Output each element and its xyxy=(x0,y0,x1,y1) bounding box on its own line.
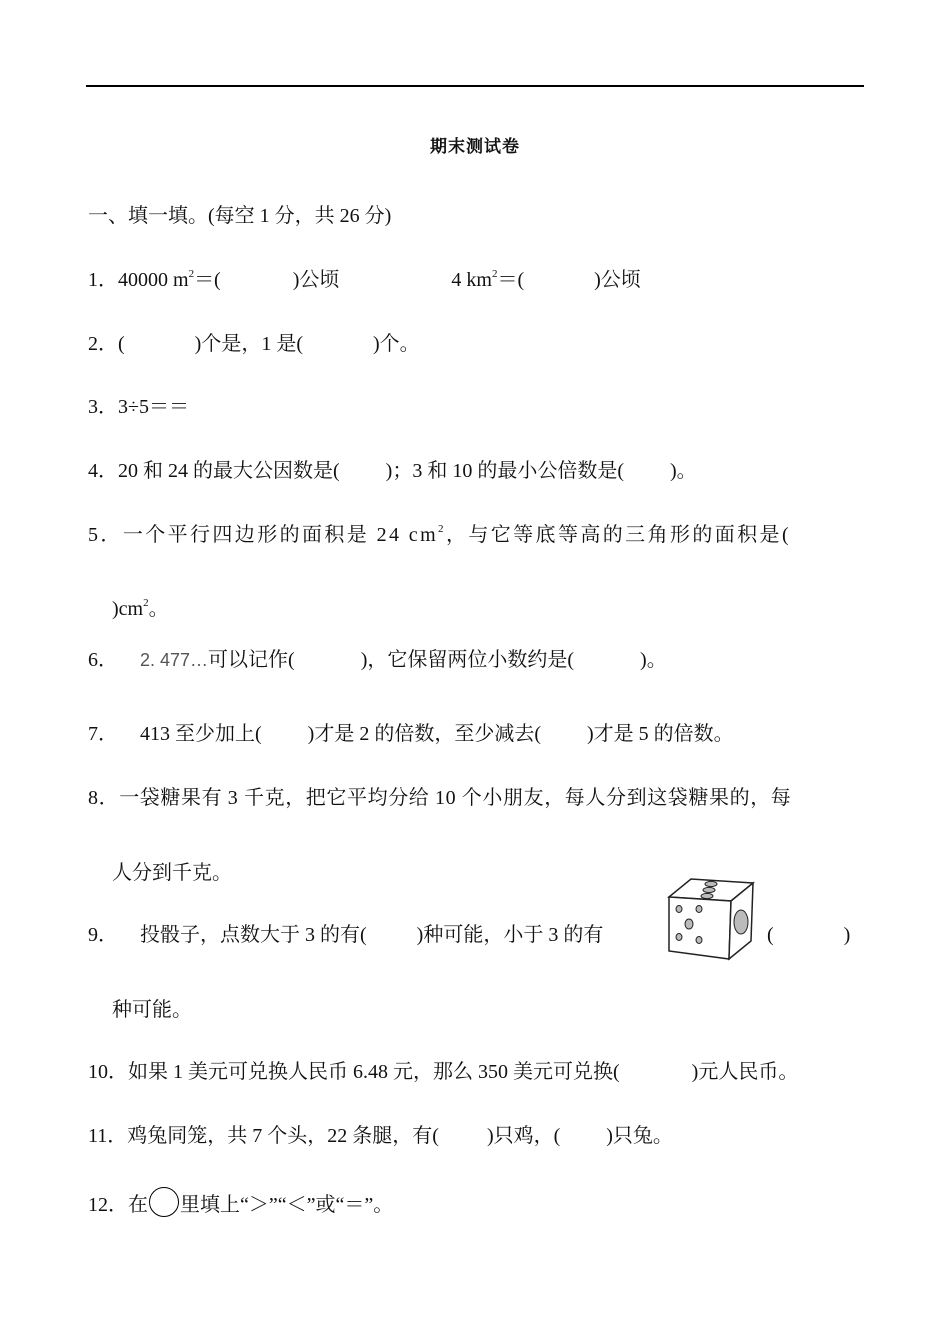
question-number: 12． xyxy=(88,1194,128,1216)
question-number: 5． xyxy=(88,524,123,546)
page-title: 期末测试卷 xyxy=(430,137,520,157)
question-number: 2． xyxy=(88,333,118,355)
question-number: 7． xyxy=(88,723,118,745)
question-9-continued: 种可能。 xyxy=(112,999,192,1021)
question-11: 11．鸡兔同笼，共 7 个头，22 条腿，有( )只鸡，( )只兔。 xyxy=(88,1125,673,1147)
question-5: 5．一个平行四边形的面积是 24 $cm^2$，与它等底等高的三角形的面积是( xyxy=(88,523,792,546)
question-8-continued: 人分到千克。 xyxy=(112,862,232,884)
question-9: 9． 投骰子，点数大于 3 的有( )种可能，小于 3 的有 xyxy=(88,924,604,946)
question-number: 1． xyxy=(88,269,118,291)
question-number: 3． xyxy=(88,396,118,418)
question-10: 10．如果 1 美元可兑换人民币 6.48 元，那么 350 美元可兑换( )元人民币。 xyxy=(88,1061,799,1083)
question-number: 11． xyxy=(88,1125,128,1147)
q1-left-value: 40000 m xyxy=(118,269,189,291)
question-12: 12．在 里填上“＞”“＜”或“＝”。 xyxy=(88,1187,393,1218)
repeating-decimal: 2. 477… xyxy=(140,650,209,670)
question-2: 2．( )个是，1 是( )个。 xyxy=(88,333,420,355)
q1-right-value: 4 km xyxy=(451,269,492,291)
question-8: 8．一袋糖果有 3 千克，把它平均分给 10 个小朋友，每人分到这袋糖果的，每 xyxy=(88,787,792,809)
question-9-blank: ( ) xyxy=(767,924,851,946)
section-heading: 一、填一填。(每空 1 分，共 26 分) xyxy=(88,205,392,227)
question-number: 8． xyxy=(88,787,120,809)
top-rule xyxy=(86,85,864,87)
question-number: 10． xyxy=(88,1061,128,1083)
dice-icon xyxy=(667,875,755,961)
question-5-continued: )$cm^2$。 xyxy=(112,597,169,620)
compare-circle-icon[interactable] xyxy=(149,1187,179,1217)
question-number: 6． xyxy=(88,649,118,671)
question-6: 6． 2. 477…可以记作( )，它保留两位小数约是( )。 xyxy=(88,649,667,671)
question-number: 9． xyxy=(88,924,118,946)
question-1: 1．40000 $m^2=$( )公顷 4 $km^2=$( )公顷 xyxy=(88,268,641,291)
question-4: 4．20 和 24 的最大公因数是( )；3 和 10 的最小公倍数是( )。 xyxy=(88,460,697,482)
question-7: 7． 413 至少加上( )才是 2 的倍数，至少减去( )才是 5 的倍数。 xyxy=(88,723,734,745)
question-3: 3．3÷5＝＝ xyxy=(88,396,189,418)
question-number: 4． xyxy=(88,460,118,482)
